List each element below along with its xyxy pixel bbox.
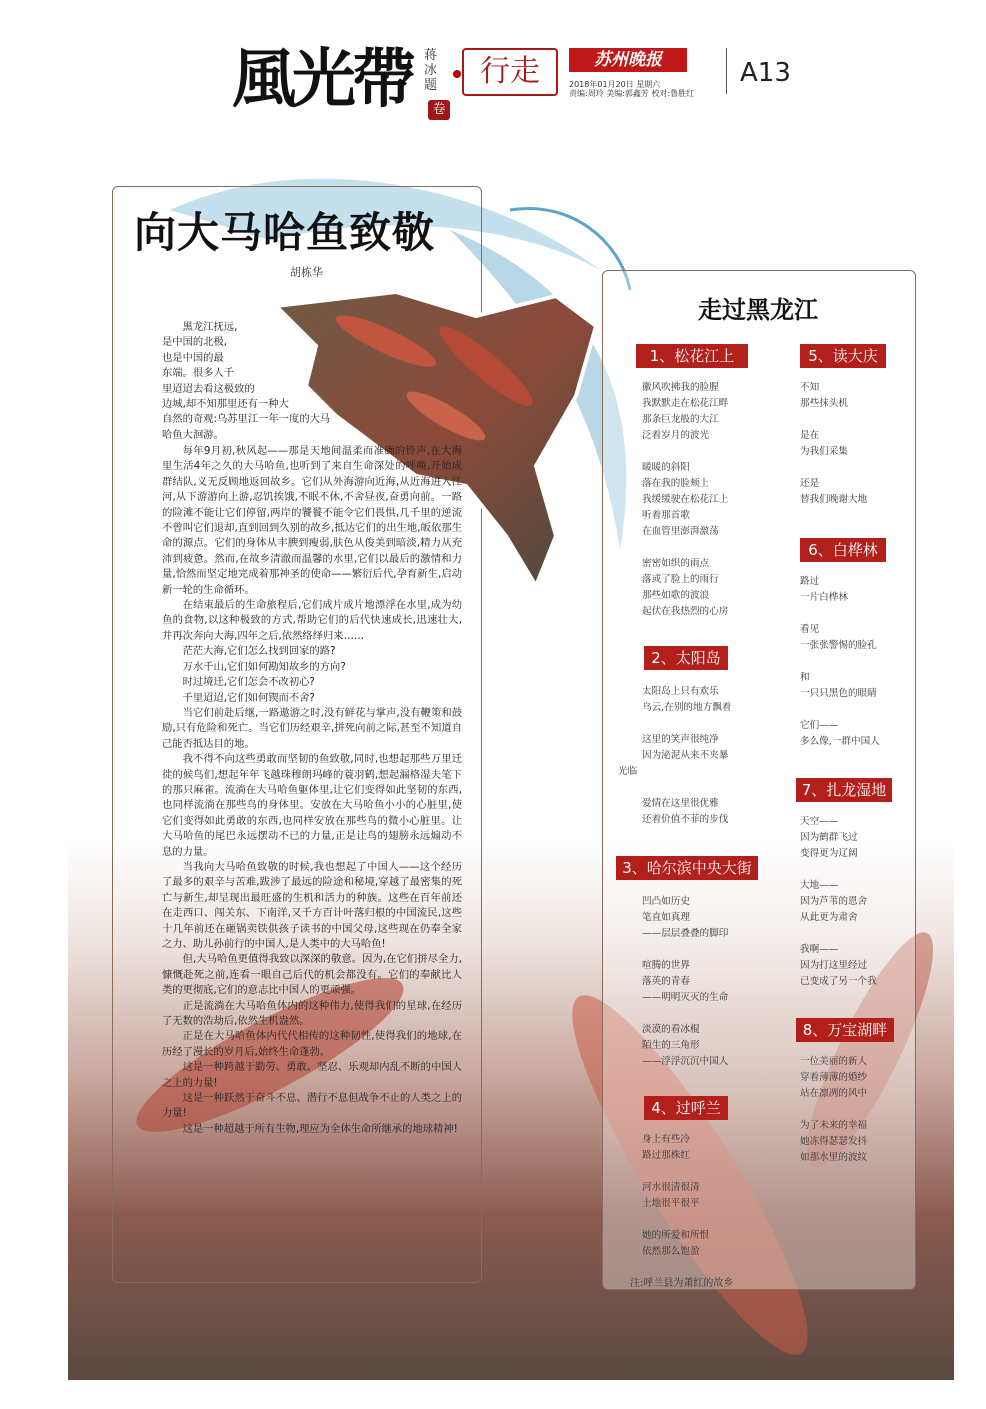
verse-line: 我啊—— <box>800 944 839 955</box>
verse-line: 身上有些冷 <box>642 1134 690 1145</box>
article-paragraph: 每年9月初,秋风起——那是天地间温柔而准确的铃声,在大海里生活4年之久的大马哈鱼,也听到了来自生命深处的呼唤,开始成群结队,义无反顾地返回故乡。它们从外海游向近海,从近海进入江河,从下游游向上游,忍饥挨饿,不眠不休,不舍昼夜,奋勇向前。一路的险滩不能让它们停留,两岸的饕餮不能令它们畏惧,几千里的逆流不曾叫它们退却,直到回到久别的故乡,抵达它们的出生地,皈依那生命的源点。它们的身体从丰腴到瘦弱,肤色从俊美到暗淡,精力从充沛到疲惫。然而,在故乡清澈而温馨的水里,它们以最后的激情和力量,恰然而坚定地完成着那神圣的使命——繁衍后代,孕育新生,启动新一轮的生命循环。 <box>162 445 462 596</box>
verse-line: 我默默走在松花江畔 <box>642 398 729 409</box>
poem-verse <box>800 814 910 990</box>
paper-name: 苏州晚报 <box>569 48 687 72</box>
intro-line: 是中国的北极, <box>162 336 228 349</box>
verse-line: 从此更为肃舍 <box>800 912 858 923</box>
article-intro <box>162 320 331 443</box>
verse-line: 落或了脸上的雨行 <box>642 574 719 585</box>
seal-stamp: 卷 <box>428 100 450 120</box>
poem-verse <box>800 574 910 750</box>
verse-line: 徽风吹拂我的脸腥 <box>642 382 719 393</box>
verse-line: 落在我的脸颊上 <box>642 478 710 489</box>
verse-line: 因为泌泥从来不夹暴 <box>642 750 729 761</box>
edition-line <box>569 80 749 98</box>
verse-line: 因为鹤群飞过 <box>800 832 858 843</box>
verse-line: 河水很清很清 <box>642 1182 700 1193</box>
intro-line: 自然的奇观:乌苏里江一年一度的大马 <box>162 413 331 426</box>
verse-line: 土地很平很平 <box>642 1198 700 1209</box>
verse-line: 淡漠的看冰棍 <box>642 1024 700 1035</box>
verse-line: 凹凸如历史 <box>642 896 690 907</box>
article-paragraph: 茫茫大海,它们怎么找到回家的路? <box>182 645 336 658</box>
verse-line: 和 <box>800 672 810 683</box>
poem-section-heading: 4、过呼兰 <box>644 1096 728 1120</box>
verse-line: 乌云,在别的地方飘着 <box>642 702 732 713</box>
intro-line: 里迢迢去看这极致的 <box>162 382 255 395</box>
intro-line: 也是中国的最 <box>162 351 224 364</box>
divider <box>726 48 727 94</box>
poem-verse <box>642 894 782 1070</box>
verse-line: ——层层叠叠的脚印 <box>642 928 729 939</box>
poem-title: 走过黑龙江 <box>698 295 818 324</box>
verse-line: 密密如织的雨点 <box>642 558 710 569</box>
poem-section-heading: 3、哈尔滨中央大街 <box>616 856 758 880</box>
verse-line: 她的所爱和所恨 <box>642 1230 710 1241</box>
verse-line: 不知 <box>800 382 820 393</box>
verse-line: 是在 <box>800 430 820 441</box>
verse-line: 我缓缓驶在松花江上 <box>642 494 729 505</box>
verse-line: 喧腾的世界 <box>642 960 690 971</box>
verse-line: 一只只黑色的眼睛 <box>800 688 877 699</box>
verse-line: 在血管里澎湃激荡 <box>642 526 719 537</box>
article-paragraph: 这是一种跨越于勤劳、勇敢、坚忍、乐观却内乱不断的中国人之上的力量! <box>162 1061 462 1089</box>
verse-line: 落英的青春 <box>642 976 690 987</box>
article-title: 向大马哈鱼致敬 <box>134 208 436 257</box>
verse-line: 穿着薄薄的婚纱 <box>800 1072 868 1083</box>
article-body <box>162 444 462 1137</box>
verse-line: 大地—— <box>800 880 839 891</box>
separator-dot-icon <box>453 70 461 78</box>
verse-line: 陌生的三角形 <box>642 1040 700 1051</box>
article-paragraph: 当我向大马哈鱼致敬的时候,我也想起了中国人——这个经历了最多的艰辛与苦难,跋涉了最远的险途和秘境,穿越了最密集的死亡与新生,却呈现出最旺盛的生机和活力的种族。这些在百年前还在走西口、闯关东、下南洋,又千方百计叶落归根的中国流民,这些十几年前还在砸锅卖铁供孩子读书的中国父母,这些现在仍奉全家之力、助儿孙前行的中国人,是人类中的大马哈鱼! <box>162 860 462 950</box>
article-paragraph: 在结束最后的生命旅程后,它们成片成片地漂浮在水里,成为幼鱼的食物,以这种极致的方式,帮助它们的后代快速成长,迅速壮大,并再次奔向大海,四年之后,依然络绎归来…… <box>162 599 462 642</box>
article-paragraph: 正是流淌在大马哈鱼体内的这种伟力,使得我们的星球,在经历了无数的浩劫后,依然生机盎然。 <box>162 999 462 1028</box>
verse-line: 泛着岁月的波光 <box>642 430 710 441</box>
article-paragraph: 千里迢迢,它们如何锲而不舍? <box>182 691 315 704</box>
poem-verse <box>800 380 910 508</box>
verse-line: 那些如歌的波浪 <box>642 590 710 601</box>
verse-line: 听着那首歌 <box>642 510 690 521</box>
page-number: A13 <box>740 58 791 88</box>
verse-line: 这里的笑声很纯净 <box>642 734 719 745</box>
verse-line: 替我们晚谢大地 <box>800 494 868 505</box>
verse-line: 一张张警惕的脸孔 <box>800 640 877 651</box>
verse-line: 依然那么饱盈 <box>642 1246 700 1257</box>
verse-line: 那些抹头机 <box>800 398 848 409</box>
verse-line: 为我们采集 <box>800 446 848 457</box>
article-author: 胡栋华 <box>290 266 323 279</box>
poem-verse <box>642 1132 782 1260</box>
verse-line: 起伏在我热烈的心房 <box>642 606 729 617</box>
poem-section-heading: 8、万宝湖畔 <box>796 1018 894 1042</box>
poem-verse <box>618 684 788 828</box>
verse-line: 变得更为辽阔 <box>800 848 858 859</box>
article-paragraph: 但,大马哈鱼更值得我致以深深的敬意。因为,在它们拼尽全力,慷慨赴死之前,连看一眼自己后代的机会都没有。它们的奉献比人类的更彻底,它们的意志比中国人的更顽强。 <box>162 953 462 997</box>
article-paragraph: 时过境迁,它们怎会不改初心? <box>182 676 315 689</box>
verse-line: 太阳岛上只有欢乐 <box>642 686 719 697</box>
verse-line: 暖暖的斜阳 <box>642 462 690 473</box>
verse-line: 站在凛冽的风中 <box>800 1088 868 1099</box>
article-paragraph: 这是一种超越于所有生物,理应为全体生命所继承的地球精神! <box>182 1122 458 1135</box>
article-paragraph: 我不得不向这些勇敢而坚韧的鱼致敬,同时,也想起那些万里迁徙的候鸟们,想起年年飞越珠穆朗玛峰的蓑羽鹤,想起漏格湿夫笔下的那只麻雀。流淌在大马哈鱼躯体里,让它们变得如此坚韧的东西,也同样流淌在那些鸟的身体里。安放在大马哈鱼小小的心脏里,使它们变得如此勇敢的东西,也同样安放在那些鸟的微小心脏里。让大马哈鱼的尾巴永远摆动不已的力量,正是让鸟的翅膀永远煽动不息的力量。 <box>162 753 462 858</box>
intro-line: 哈鱼大洄游。 <box>162 428 224 441</box>
verse-line: 因为打这里经过 <box>800 960 868 971</box>
verse-line: ——浮浮沉沉中国人 <box>642 1056 729 1067</box>
verse-line: 为了未来的幸福 <box>800 1120 868 1131</box>
intro-line: 东端。很多人千 <box>162 367 235 380</box>
verse-line: ——明明灭灭的生命 <box>642 992 729 1003</box>
masthead <box>0 0 986 120</box>
verse-line: 路过那株红 <box>642 1150 690 1161</box>
verse-line: 笔直如真理 <box>642 912 690 923</box>
verse-line: 还是 <box>800 478 820 489</box>
poem-footnote: 注:呼兰县为萧红的故乡 <box>630 1278 734 1289</box>
poem-section-heading: 7、扎龙湿地 <box>796 778 892 802</box>
intro-line: 黑龙江抚远, <box>182 321 238 333</box>
verse-line: 如那水里的波纹 <box>800 1152 868 1163</box>
verse-line: 那条巨龙般的大江 <box>642 414 719 425</box>
edition-date: 2018年01月20日 星期六 <box>569 80 661 89</box>
poem-section-heading: 2、太阳岛 <box>644 646 728 670</box>
verse-line: 还着价值不菲的步伐 <box>642 814 729 825</box>
verse-line: 天空—— <box>800 816 839 827</box>
poem-verse <box>800 1054 910 1166</box>
poem-section-heading: 5、读大庆 <box>800 344 886 368</box>
brand-signature: 蒋冰题 <box>424 48 438 93</box>
verse-line: 一位美丽的新人 <box>800 1056 868 1067</box>
article-paragraph: 正是在大马哈鱼体内代代相传的这种韧性,使得我们的地球,在历经了漫长的岁月后,始终生命蓬勃。 <box>162 1030 462 1058</box>
verse-line: 一片白桦林 <box>800 592 848 603</box>
article-paragraph: 万水千山,它们如何勘知故乡的方向? <box>182 660 346 673</box>
verse-line: 她冻得瑟瑟发抖 <box>800 1136 868 1147</box>
article-paragraph: 这是一种跃然于奋斗不息、潜行不息但战争不止的人类之上的力量! <box>162 1092 462 1120</box>
verse-line: 看见 <box>800 624 820 635</box>
intro-line: 边城,却不知那里还有一种大 <box>162 398 289 411</box>
verse-line: 已变成了另一个我 <box>800 976 877 987</box>
article-paragraph: 当它们前赴后继,一路遨游之时,没有鲜花与掌声,没有鞭策和鼓励,只有危险和死亡。当它们历经艰辛,拼死向前之际,甚至不知道自己能否抵达目的地。 <box>162 706 462 750</box>
verse-line: 路过 <box>800 576 820 587</box>
brand-logo: 風光帶 <box>232 42 412 117</box>
poem-section-heading: 1、松花江上 <box>636 344 748 368</box>
edition-credits: 责编:周玲 美编:郭鑫芳 校对:鲁胜红 <box>569 89 695 98</box>
verse-line: 光临 <box>618 766 638 777</box>
poem-verse <box>642 380 782 620</box>
verse-line: 因为芦苇的恩舍 <box>800 896 868 907</box>
verse-line: 爱情在这里很优雅 <box>642 798 719 809</box>
poem-section-heading: 6、白桦林 <box>800 538 886 562</box>
verse-line: 多么像,一群中国人 <box>800 736 880 747</box>
column-tag: 行走 <box>462 48 558 96</box>
verse-line: 它们—— <box>800 720 839 731</box>
